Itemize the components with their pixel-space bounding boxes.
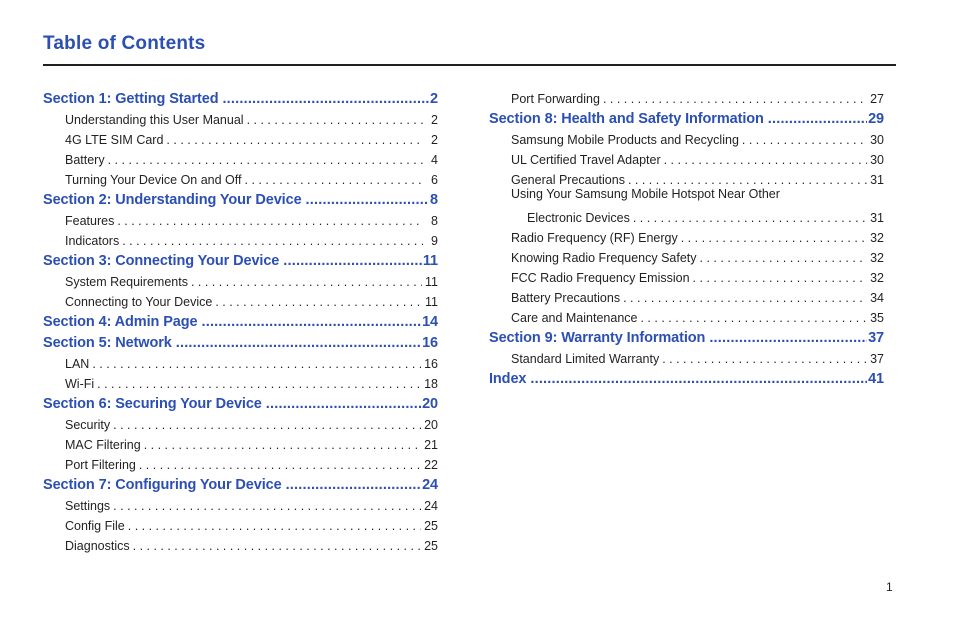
toc-entry[interactable] — [65, 127, 438, 147]
entry-page: 20 — [424, 418, 438, 432]
dot-leader — [603, 92, 867, 106]
entry-label: Understanding this User Manual — [65, 113, 244, 127]
entry-label: Connecting to Your Device — [65, 295, 213, 309]
entry-label: Features — [65, 214, 115, 228]
title-divider — [43, 64, 896, 66]
entry-page: 30 — [870, 133, 884, 147]
dot-leader — [709, 330, 867, 346]
entry-label: LAN — [65, 357, 90, 371]
section-label: Section 2: Understanding Your Device — [43, 192, 302, 208]
entry-label: System Requirements — [65, 275, 188, 289]
entry-label: FCC Radio Frequency Emission — [511, 271, 690, 285]
toc-entry[interactable] — [65, 412, 438, 432]
toc-section-6[interactable] — [43, 391, 438, 412]
toc-entry[interactable] — [65, 228, 438, 248]
toc-section-1[interactable] — [43, 86, 438, 107]
entry-label: 4G LTE SIM Card — [65, 133, 164, 147]
toc-entry[interactable] — [511, 147, 884, 167]
toc-entry[interactable] — [511, 86, 884, 106]
dot-leader — [245, 173, 424, 187]
entry-page: 25 — [424, 519, 438, 533]
toc-right-column — [489, 86, 884, 387]
dot-leader — [92, 357, 421, 371]
entry-page: 21 — [424, 438, 438, 452]
entry-page: 18 — [424, 377, 438, 391]
section-page: 2 — [430, 91, 438, 107]
entry-label: Port Filtering — [65, 458, 136, 472]
entry-page: 9 — [431, 234, 438, 248]
entry-label: Radio Frequency (RF) Energy — [511, 231, 678, 245]
toc-entry[interactable] — [65, 452, 438, 472]
entry-label: Turning Your Device On and Off — [65, 173, 242, 187]
dot-leader — [191, 275, 422, 289]
dot-leader — [530, 371, 867, 387]
dot-leader — [247, 113, 423, 127]
dot-leader — [306, 192, 429, 208]
entry-label: Port Forwarding — [511, 92, 600, 106]
toc-entry[interactable] — [65, 208, 438, 228]
entry-page: 8 — [431, 214, 438, 228]
dot-leader — [681, 231, 867, 245]
toc-entry[interactable] — [65, 167, 438, 187]
section-label: Section 5: Network — [43, 335, 172, 351]
entry-label: Settings — [65, 499, 111, 513]
toc-entry[interactable] — [65, 107, 438, 127]
dot-leader — [108, 153, 423, 167]
toc-entry[interactable] — [511, 346, 884, 366]
entry-page: 32 — [870, 251, 884, 265]
toc-index[interactable] — [489, 366, 884, 387]
dot-leader — [133, 539, 421, 553]
entry-label: Samsung Mobile Products and Recycling — [511, 133, 739, 147]
section-label: Index — [489, 371, 527, 387]
dot-leader — [128, 519, 421, 533]
dot-leader — [768, 111, 867, 127]
dot-leader — [623, 291, 867, 305]
dot-leader — [166, 133, 423, 147]
dot-leader — [139, 458, 421, 472]
section-page: 16 — [422, 335, 438, 351]
entry-page: 27 — [870, 92, 884, 106]
page-title: Table of Contents — [43, 33, 206, 54]
entry-label: Indicators — [65, 234, 120, 248]
entry-page: 22 — [424, 458, 438, 472]
toc-entry[interactable] — [65, 533, 438, 553]
dot-leader — [664, 153, 867, 167]
entry-page: 34 — [870, 291, 884, 305]
toc-section-3[interactable] — [43, 248, 438, 269]
entry-page: 25 — [424, 539, 438, 553]
dot-leader — [117, 214, 423, 228]
entry-page: 31 — [870, 211, 884, 225]
entry-label-line2: Electronic Devices — [527, 211, 630, 225]
toc-entry[interactable] — [65, 513, 438, 533]
dot-leader — [633, 211, 867, 225]
toc-entry[interactable] — [511, 127, 884, 147]
page-number: 1 — [886, 580, 893, 594]
toc-entry[interactable] — [511, 225, 884, 245]
dot-leader — [176, 335, 421, 351]
entry-label: UL Certified Travel Adapter — [511, 153, 661, 167]
dot-leader — [97, 377, 421, 391]
toc-entry[interactable] — [65, 147, 438, 167]
section-page: 14 — [422, 314, 438, 330]
entry-label: Diagnostics — [65, 539, 130, 553]
dot-leader — [700, 251, 868, 265]
toc-section-5[interactable] — [43, 330, 438, 351]
entry-page: 16 — [424, 357, 438, 371]
toc-entry[interactable] — [511, 167, 884, 187]
dot-leader — [215, 295, 422, 309]
toc-section-9[interactable] — [489, 325, 884, 346]
dot-leader — [662, 352, 867, 366]
entry-page: 11 — [425, 275, 438, 289]
entry-page: 11 — [425, 295, 438, 309]
entry-label: Care and Maintenance — [511, 311, 638, 325]
section-label: Section 6: Securing Your Device — [43, 396, 262, 412]
section-page: 24 — [422, 477, 438, 493]
dot-leader — [113, 418, 421, 432]
section-page: 37 — [868, 330, 884, 346]
entry-page: 32 — [870, 231, 884, 245]
dot-leader — [693, 271, 868, 285]
section-page: 11 — [422, 253, 438, 269]
section-label: Section 8: Health and Safety Information — [489, 111, 764, 127]
entry-page: 2 — [431, 113, 438, 127]
toc-entry[interactable] — [65, 269, 438, 289]
entry-label: Wi-Fi — [65, 377, 95, 391]
toc-section-2[interactable] — [43, 187, 438, 208]
toc-entry[interactable] — [65, 432, 438, 452]
entry-label-line1: Using Your Samsung Mobile Hotspot Near Other — [511, 187, 780, 201]
dot-leader — [201, 314, 421, 330]
toc-entry[interactable] — [65, 289, 438, 309]
entry-label: Config File — [65, 519, 125, 533]
dot-leader — [266, 396, 421, 412]
entry-page: 37 — [870, 352, 884, 366]
toc-entry-multiline[interactable] — [511, 187, 884, 225]
entry-page: 4 — [431, 153, 438, 167]
entry-page: 35 — [870, 311, 884, 325]
dot-leader — [122, 234, 423, 248]
entry-page: 30 — [870, 153, 884, 167]
entry-page: 32 — [870, 271, 884, 285]
dot-leader — [742, 133, 867, 147]
dot-leader — [283, 253, 422, 269]
section-label: Section 7: Configuring Your Device — [43, 477, 282, 493]
section-page: 29 — [868, 111, 884, 127]
entry-page: 6 — [431, 173, 438, 187]
entry-label: Security — [65, 418, 111, 432]
toc-entry[interactable] — [511, 245, 884, 265]
toc-section-7[interactable] — [43, 472, 438, 493]
entry-page: 31 — [870, 173, 884, 187]
dot-leader — [222, 91, 429, 107]
dot-leader — [113, 499, 421, 513]
toc-entry[interactable] — [65, 371, 438, 391]
entry-label: Knowing Radio Frequency Safety — [511, 251, 697, 265]
toc-section-4[interactable] — [43, 309, 438, 330]
entry-label: Standard Limited Warranty — [511, 352, 660, 366]
dot-leader — [286, 477, 421, 493]
toc-section-8[interactable] — [489, 106, 884, 127]
section-label: Section 9: Warranty Information — [489, 330, 706, 346]
section-label: Section 3: Connecting Your Device — [43, 253, 280, 269]
toc-entry[interactable] — [511, 265, 884, 285]
toc-entry[interactable] — [511, 285, 884, 305]
entry-page: 2 — [431, 133, 438, 147]
section-page: 41 — [868, 371, 884, 387]
dot-leader — [144, 438, 421, 452]
section-label: Section 4: Admin Page — [43, 314, 198, 330]
entry-label: General Precautions — [511, 173, 625, 187]
toc-entry[interactable] — [511, 305, 884, 325]
entry-line2 — [527, 205, 884, 225]
toc-left-column — [43, 86, 438, 553]
entry-label: Battery — [65, 153, 105, 167]
section-page: 8 — [430, 192, 438, 208]
section-page: 20 — [422, 396, 438, 412]
dot-leader — [628, 173, 867, 187]
entry-label: MAC Filtering — [65, 438, 141, 452]
section-label: Section 1: Getting Started — [43, 91, 219, 107]
toc-entry[interactable] — [65, 351, 438, 371]
entry-page: 24 — [424, 499, 438, 513]
entry-label: Battery Precautions — [511, 291, 621, 305]
toc-entry[interactable] — [65, 493, 438, 513]
dot-leader — [640, 311, 867, 325]
